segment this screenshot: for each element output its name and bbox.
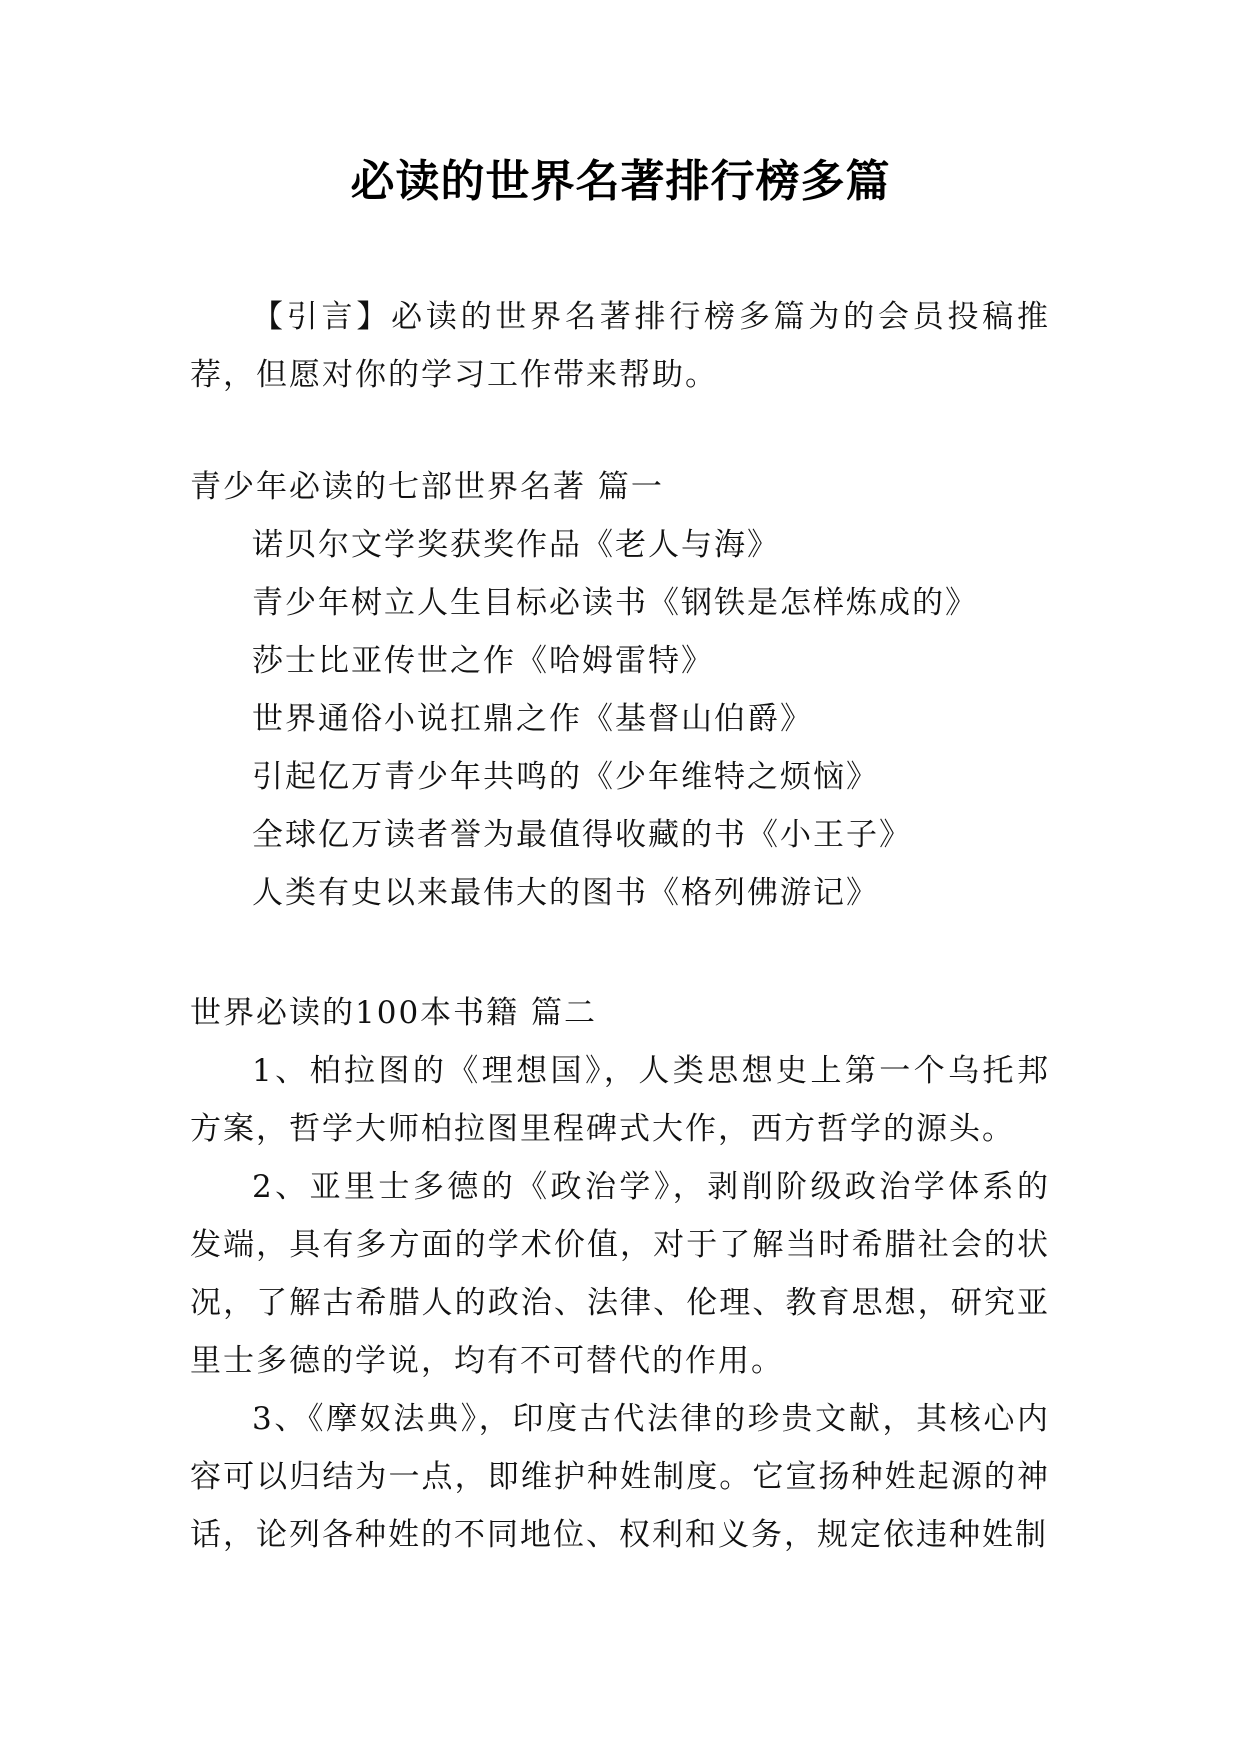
book-paragraph: 1、柏拉图的《理想国》，人类思想史上第一个乌托邦方案，哲学大师柏拉图里程碑式大作，西方哲学的源头。 [190,1053,1050,1147]
section-2-body [190,1042,1050,1564]
list-item: 人类有史以来最伟大的图书《格列佛游记》 [252,875,879,911]
list-item: 引起亿万青少年共鸣的《少年维特之烦恼》 [252,759,879,795]
list-item: 全球亿万读者誉为最值得收藏的书《小王子》 [252,817,912,853]
book-paragraph: 2、亚里士多德的《政治学》，剥削阶级政治学体系的发端，具有多方面的学术价值，对于了解当时希腊社会的状况，了解古希腊人的政治、法律、伦理、教育思想，研究亚里士多德的学说，均有不可替代的作用。 [190,1169,1050,1379]
section-1-list [190,516,1050,922]
intro-paragraph: 【引言】必读的世界名著排行榜多篇为的会员投稿推荐，但愿对你的学习工作带来帮助。 [190,299,1050,393]
document-title: 必读的世界名著排行榜多篇 [350,156,891,207]
section-1-heading: 青少年必读的七部世界名著 篇一 [190,469,664,505]
intro-block [190,288,1050,404]
book-paragraph: 3、《摩奴法典》，印度古代法律的珍贵文献，其核心内容可以归结为一点，即维护种姓制度。它宣扬种姓起源的神话，论列各种姓的不同地位、权利和义务，规定依违种姓制 [190,1401,1050,1553]
list-item: 莎士比亚传世之作《哈姆雷特》 [252,643,714,679]
list-item: 世界通俗小说扛鼎之作《基督山伯爵》 [252,701,813,737]
list-item: 诺贝尔文学奖获奖作品《老人与海》 [252,527,780,563]
section-2-heading: 世界必读的100本书籍 篇二 [190,995,598,1031]
section-2-heading-block [190,984,1050,1042]
list-item: 青少年树立人生目标必读书《钢铁是怎样炼成的》 [252,585,978,621]
section-1-heading-block [190,458,1050,516]
